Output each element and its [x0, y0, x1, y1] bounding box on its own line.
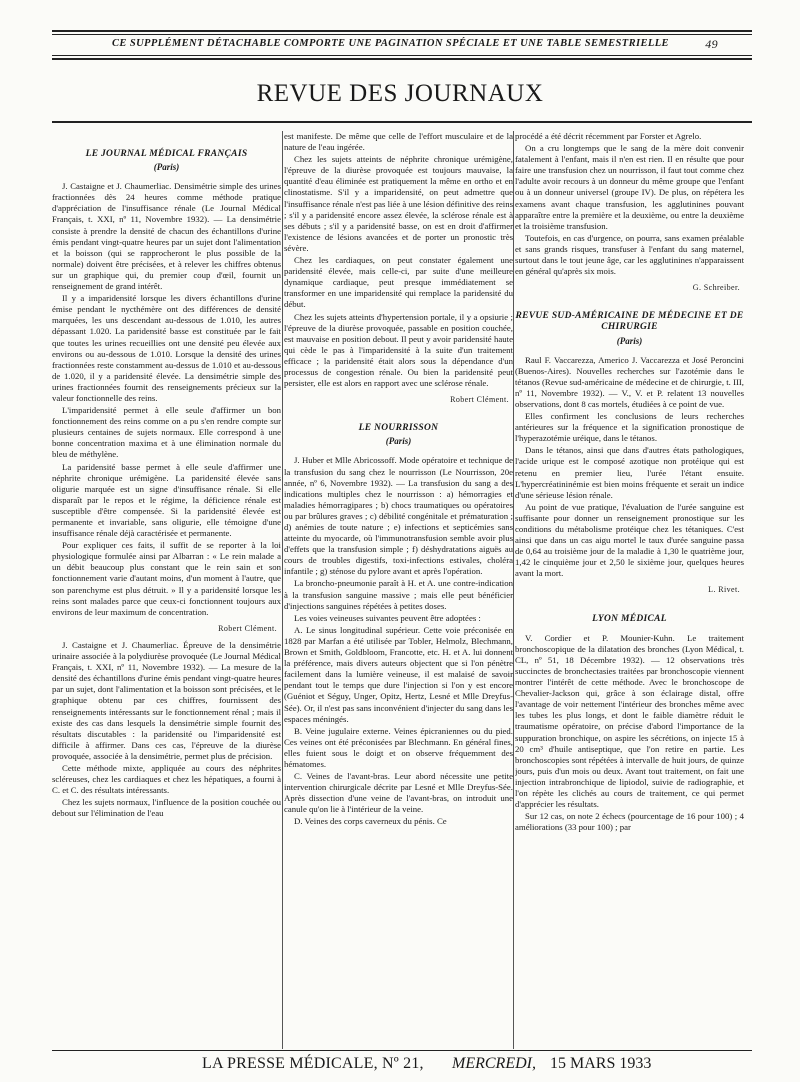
paragraph: Chez les sujets atteints de néphrite chronique urémigène, l'épreuve de la diurèse provoquée est toujours mauvaise, la quantité d'eau éliminée est pratiquement la même en ortho et en clinostatisme. S'il y a imparidensité, on peut admettre que l'insuffisance rénale n'est pas liée à une lésion définitive des reins ; s'il y a paridensité encore assez élevée, la sclérose rénale est à ses débuts ; s'il y a paridensité basse, on est en droit d'affirmer l'existence de lésions avancées et de porter un pronostic très sévère. [284, 154, 513, 253]
paragraph: Les voies veineuses suivantes peuvent être adoptées : [294, 612, 481, 623]
section-title: LE NOURRISSON [358, 423, 439, 434]
paragraph: L'imparidensité permet à elle seule d'affirmer un bon fonctionnement des reins comme on a pu s'en rendre compte sur plusieurs centaines de sujets normaux. Elle correspond à une bonne concentration maxima et à une élimination normale du bleu de méthylène. [52, 405, 281, 460]
paragraph: Au point de vue pratique, l'évaluation de l'urée sanguine est suffisante pour donner un renseignement pronostique sur les conditions du métabolisme protéique chez les tétaniques. C'est ainsi que dans un cas aigu mortel le taux d'urée sanguine passa de 0,64 au troisième jour de la maladie à 1,30 le quatrième jour, 1,42 le cinquième jour et 2,50 le sixième jour, quelques heures avant la mort. [515, 501, 744, 579]
paragraph: V. Cordier et P. Mounier-Kuhn. Le traitement bronchoscopique de la dilatation des bronches (Lyon Médical, t. CL, nº 51, 18 Décembre 1932). — 12 observations très succinctes de bronchectasies traitées par bronchoscopie viennent montrer l'intérêt de cette méthode. Avec le bronchoscope de Chevalier-Jackson qui, grâce à son éclairage distal, offre l'avantage de voir nettement l'intérieur des bronches même avec les tubes les plus longs, et dont le faible diamètre réduit le traumatisme opératoire, on précise d'abord l'importance de la suppuration bronchique, on aspire les sécrétions, on injecte 15 à 20 cm³ d'huile antiseptique, que l'on retire en partie. Les bronchoscopies sont répétées à intervalle de huit jours, de quinze jours, puis d'un mois ou deux. Avant tout traitement, on fait une injection intrabronchique de lipiodol, suivie de radiographie, et l'on répète les clichés au cours de traitement, ce qui permet d'apprécier les résultats. [515, 632, 744, 810]
header-rule [52, 55, 752, 56]
column-divider [513, 131, 514, 1049]
section-title: REVUE SUD-AMÉRICAINE DE MÉDECINE ET DE CHIRURGIE [515, 311, 744, 333]
signature: G. Schreiber. [692, 283, 740, 293]
header-rule-thick [52, 58, 752, 60]
footer-date: 15 MARS 1933 [550, 1055, 652, 1072]
paragraph: Sur 12 cas, on note 2 échecs (pourcentage de 16 pour 100) ; 4 améliorations (33 pour 100) ; par [515, 811, 744, 833]
paragraph: procédé a été décrit récemment par Forster et Agrelo. [515, 131, 702, 141]
paragraph: J. Castaigne et J. Chaumerliac. Densimétrie simple des urines fractionnées dès 24 heures comme méthode pratique d'appréciation de l'insuffisance rénale (Le Journal Médical Français, t. XXI, nº 11, Novembre 1932). — La densimétrie consiste à prendre la densité de chacun des échantillons d'urine émis pendant vingt-quatre heures par un sujet dont l'alimentation et la boisson (qui se rapprocheront le plus possible de la normale) doivent être précisées, et à relever les chiffres obtenus sur un graphique qui, du premier coup d'œil, fournit un renseignement de grand intérêt. [52, 181, 281, 292]
signature: Robert Clément. [218, 623, 277, 633]
paragraph: La paridensité basse permet à elle seule d'affirmer une néphrite chronique urémigène. La paridensité élevée sans oligurie marquée est un signe d'insuffisance rénale. Si elle disparaît par le repos et le régime, la déficience rénale est susceptible d'être compensée. Si la paridensité élevée est permanente et invariable, sans oligurie, elle témoigne d'une insuffisance rénale déjà caractérisée et permanente. [52, 461, 281, 539]
footer-rule [52, 1050, 752, 1051]
section-city: (Paris) [616, 335, 643, 346]
top-rule [52, 30, 752, 32]
paragraph: D. Veines des corps caverneux du pénis. Ce [294, 816, 447, 827]
paragraph: Cette méthode mixte, appliquée au cours des néphrites scléreuses, chez les cardiaques et chez les hépatiques, a fourni à C. et C. des résultats intéressants. [52, 762, 281, 796]
paragraph: J. Huber et Mlle Abricossoff. Mode opératoire et technique de la transfusion du sang chez le nourrisson (Le Nourrisson, 20e année, nº 6, Novembre 1932). — La transfusion du sang a des indications multiples chez le nourrisson : a) hémorragies et maladies hémorragipares ; b) chocs traumatiques ou opératoires ou par brûlures graves ; c) débilité congénitale et prématuration ; d) anémies de toute nature ; e) infections et septicémies sans atteinte du myocarde, où l'immunotransfusion semble avoir plus d'effets que la transfusion simple ; f) déshydratations aiguës au cours de troubles digestifs, toxi-infections estivales, choléra infantile ; g) sténose du pylore avant et après l'opération. [284, 455, 513, 577]
top-rule-thin [52, 34, 752, 35]
paragraph: On a cru longtemps que le sang de la mère doit convenir fatalement à l'enfant, mais il n'en est rien. Il en résulte que pour faire une transfusion chez un nourrisson, il faut tout comme chez l'adulte avoir recours à un donneur du même groupe que l'enfant ou à un donneur universel (groupe IV). De plus, on répétera les examens avant chaque transfusion, les agglutinines pouvant apparaître entre la première et la deuxième, ou entre la deuxième et la troisième transfusion. [515, 143, 744, 231]
paragraph: est manifeste. De même que celle de l'effort musculaire et de la nature de l'eau ingérée. [284, 131, 513, 153]
column-1 [52, 131, 281, 1049]
paragraph: J. Castaigne et J. Chaumerliac. Épreuve de la densimétrie urinaire associée à la polydiurèse provoquée (Le Journal Médical Français, t. XXI, nº 11, Novembre 1932). — La mesure de la densité des échantillons d'urine émis pendant vingt-quatre heures par un sujet, dont l'alimentation et la boisson sont précisées, et le graphique obtenu par ces chiffres, fournissent des renseignements intéressants sur le fonctionnement rénal ; mais il existe des cas dans lesquels la densimétrie simple fournit des résultats discutables : la paridensité ou l'imparidensité est difficile à affirmer. Dans ces cas, l'épreuve de la diurèse provoquée, associée à la densimétrie, permet plus de précision. [52, 639, 281, 761]
footer-journal: LA PRESSE MÉDICALE, Nº 21, [202, 1055, 424, 1072]
paragraph: Il y a imparidensité lorsque les divers échantillons d'urine émise pendant le nycthémère ont des différences de densité marquées, les uns descendant au-dessous de 1.010, les autres dépassant 1.020. La paridensité basse est constituée par le fait que toutes les urines recueillies ont une densité peu élevée aux environs ou au-dessous de 1.010. Lorsque la densité des urines fractionnées reste constamment au-dessus de 1.010 et au-dessous de 1.020, il y a paridensité élevée. La densimétrie simple des urines fractionnées fournit des renseignements précieux sur la valeur fonctionnelle des reins. [52, 293, 281, 403]
section-city: (Paris) [385, 436, 412, 447]
paragraph: Chez les sujets normaux, l'influence de la position couchée ou debout sur l'élimination de l'eau [52, 797, 281, 819]
paragraph: B. Veine jugulaire externe. Veines épicraniennes ou du pied. Ces veines ont été préconisées par Blechmann. En général fines, elles fuient sous le doigt et on observe fréquemment des hématomes. [284, 725, 513, 769]
paragraph: A. Le sinus longitudinal supérieur. Cette voie préconisée en 1828 par Marfan a été utilisée par Tobler, Helmolz, Blechmann, Brown et Smith, Goldbloom, Francotte, etc. H. et A. lui donnent la préférence, mais divers auteurs objectent que si l'on pénètre facilement dans la lumière veineuse, il est malaisé de savoir pendant tout le temps que dure l'injection si l'on y est encore (Guéniot et Séguy, Unger, Opitz, Hertz, Lesné et Mlle Dreyfus-Sée). Or, il n'est pas sans inconvénient d'injecter du sang dans les espaces méningés. [284, 624, 513, 724]
paragraph: C. Veines de l'avant-bras. Leur abord nécessite une petite intervention chirurgicale décrite par Lesné et Mlle Dreyfus-Sée. Après dissection d'une veine de l'avant-bras, on introduit une canule qu'on lie à l'intérieur de la veine. [284, 771, 513, 815]
page-header [52, 38, 752, 52]
section-title: LYON MÉDICAL [592, 613, 667, 624]
section-city: (Paris) [153, 162, 180, 173]
paragraph: Pour expliquer ces faits, il suffit de se reporter à la loi physiologique formulée ainsi par Albarran : « Le rein malade a un débit beaucoup plus constant que le rein sain et son fonctionnement varie d'autant moins, d'un moment à l'autre, que son parenchyme est plus détruit. » Il y a paridensité lorsque les reins sont malades parce que ceux-ci fonctionnent toujours aux environs de leur maximum de concentration. [52, 540, 281, 617]
page-number: 49 [705, 37, 718, 51]
footer-day: MERCREDI, [452, 1055, 536, 1072]
section-title: LE JOURNAL MÉDICAL FRANÇAIS [85, 149, 248, 159]
paragraph: Chez les sujets atteints d'hypertension portale, il y a opsiurie ; l'épreuve de la diurèse provoquée, passable en position couchée, est mauvaise en position debout. Il peut y avoir paridensité haute qui cède le pas à l'imparidensité à la suite d'un traitement efficace ; la paridensité était alors sous la dépendance d'un processus de congestion rénale. Ou bien la paridensité peut persister, elle est alors en rapport avec une sclérose rénale. [284, 311, 513, 389]
column-2 [284, 131, 513, 1049]
paragraph: Toutefois, en cas d'urgence, on pourra, sans examen préalable et sans grands risques, transfuser à l'enfant du sang maternel, surtout dans le tout jeune âge, car les agglutinines n'apparaissent en général qu'après six mois. [515, 232, 744, 277]
title-rule [52, 121, 752, 123]
header-banner: CE SUPPLÉMENT DÉTACHABLE COMPORTE UNE PAGINATION SPÉCIALE ET UNE TABLE SEMESTRIELLE [112, 38, 669, 49]
column-divider [282, 131, 283, 1049]
page-title: REVUE DES JOURNAUX [256, 80, 544, 107]
paragraph: Dans le tétanos, ainsi que dans d'autres états pathologiques, l'acide urique est le composé azotique non protéique qui est retenu en premier lieu, l'urée l'étant ensuite. L'hypercréatininémie est bien moins fréquente et serait un indice d'une sérieuse lésion rénale. [515, 445, 744, 500]
signature: L. Rivet. [708, 585, 740, 595]
paragraph: Raul F. Vaccarezza, Americo J. Vaccarezza et José Peroncini (Buenos-Aires). Nouvelles recherches sur l'azotémie dans le tétanos (Revue sud-américaine de médecine et de chirurgie, t. III, nº 11, Novembre 1932). — V., V. et P. relatent 13 nouvelles observations, dont 8 cas mortels, étudiées à ce point de vue. [515, 354, 744, 409]
column-3 [515, 131, 744, 1049]
paragraph: Chez les cardiaques, on peut constater également une paridensité élevée, mais celle-ci, par suite d'une meilleure dynamique cardiaque, peut presque immédiatement se transformer en une imparidensité qui remplace la paridensité du début. [284, 255, 513, 310]
paragraph: Elles confirment les conclusions de leurs recherches antérieures sur la fréquence et la signification pronostique de l'hyperazotémie uréique, dans le tétanos. [515, 411, 744, 444]
signature: Robert Clément. [450, 395, 509, 405]
paragraph: La broncho-pneumonie paraît à H. et A. une contre-indication à la transfusion sanguine massive ; mais elle peut bénéficier d'injections sanguines répétées à petites doses. [284, 578, 513, 611]
